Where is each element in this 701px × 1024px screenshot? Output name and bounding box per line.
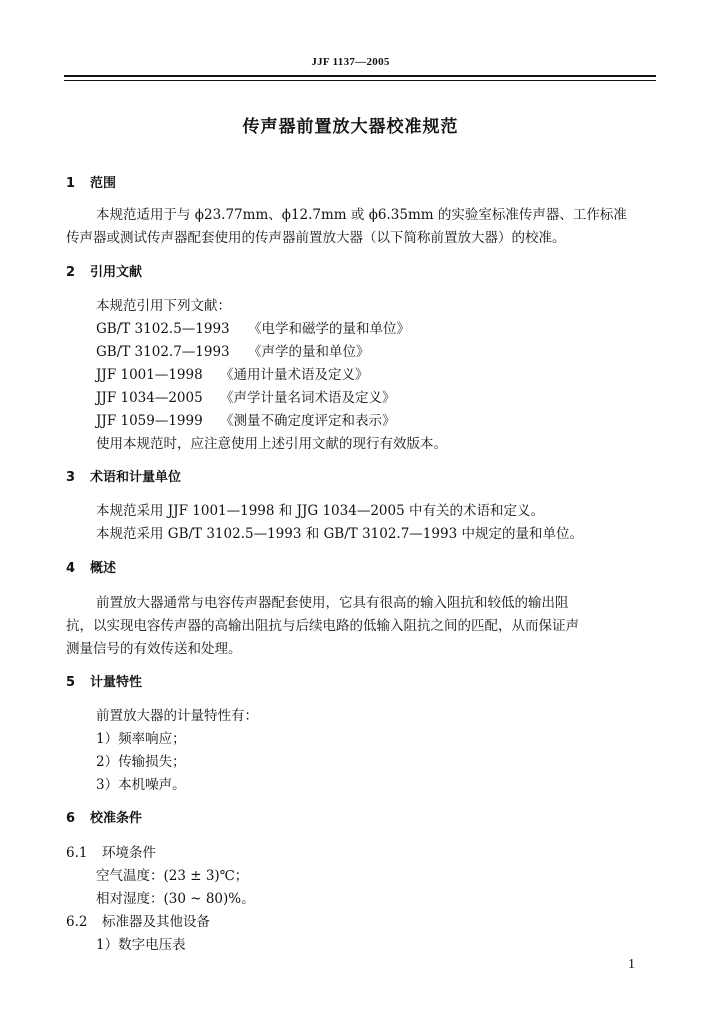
- section-4-text-line-1: 前置放大器通常与电容传声器配套使用，它具有很高的输入阻抗和较低的输出阻: [96, 595, 569, 611]
- reference-standard: JJF 1059—1999: [96, 413, 203, 429]
- reference-name: 《测量不确定度评定和表示》: [220, 413, 396, 429]
- reference-standard: GB/T 3102.7—1993: [96, 344, 230, 360]
- section-4-text-line-2: 抗，以实现电容传声器的高输出阻抗与后续电路的低输入阻抗之间的匹配，从而保证声: [66, 618, 579, 634]
- equipment-item: 1）数字电压表: [96, 937, 186, 953]
- section-2-heading: [66, 264, 142, 282]
- header-rule-thick: [64, 75, 656, 77]
- reference-item: [96, 343, 370, 361]
- section-4-text-line-3: 测量信号的有效传送和处理。: [66, 641, 242, 657]
- air-temperature: 空气温度：(23 ± 3)℃；: [96, 868, 249, 884]
- list-item: 1）频率响应；: [96, 731, 186, 747]
- section-5-heading: [66, 674, 142, 692]
- page-number: 1: [628, 957, 635, 972]
- section-number: 3: [66, 470, 76, 485]
- reference-standard: JJF 1034—2005: [96, 390, 203, 406]
- section-title: 概述: [90, 561, 117, 576]
- subsection-6-1-heading: [66, 844, 156, 862]
- section-2-intro: 本规范引用下列文献：: [96, 298, 231, 314]
- reference-name: 《声学的量和单位》: [248, 344, 370, 360]
- subsection-number: 6.2: [66, 914, 88, 930]
- section-1-heading: [66, 175, 116, 193]
- section-number: 5: [66, 675, 76, 690]
- section-title: 范围: [90, 176, 117, 191]
- section-2-note: 使用本规范时，应注意使用上述引用文献的现行有效版本。: [96, 436, 447, 452]
- subsection-title: 环境条件: [102, 845, 156, 861]
- section-1-text-line-1: 本规范适用于与 ϕ23.77mm、ϕ12.7mm 或 ϕ6.35mm 的实验室标准传声器、工作标准: [96, 207, 627, 223]
- reference-name: 《声学计量名词术语及定义》: [220, 390, 396, 406]
- header-rule-thin: [64, 80, 656, 81]
- reference-name: 《电学和磁学的量和单位》: [248, 321, 410, 337]
- section-3-heading: [66, 469, 181, 487]
- section-number: 6: [66, 811, 76, 826]
- list-item: 2）传输损失；: [96, 754, 186, 770]
- subsection-number: 6.1: [66, 845, 88, 861]
- reference-name: 《通用计量术语及定义》: [220, 367, 369, 383]
- reference-standard: GB/T 3102.5—1993: [96, 321, 230, 337]
- document-title: 传声器前置放大器校准规范: [242, 117, 459, 137]
- reference-item: [96, 320, 410, 338]
- section-title: 引用文献: [90, 265, 143, 280]
- section-number: 1: [66, 176, 76, 191]
- section-3-text-line-1: 本规范采用 JJF 1001—1998 和 JJG 1034—2005 中有关的术语和定义。: [96, 503, 544, 519]
- section-number: 4: [66, 561, 76, 576]
- section-1-text-line-2: 传声器或测试传声器配套使用的传声器前置放大器（以下简称前置放大器）的校准。: [66, 230, 566, 246]
- section-title: 校准条件: [90, 811, 143, 826]
- section-6-heading: [66, 810, 142, 828]
- subsection-title: 标准器及其他设备: [102, 914, 210, 930]
- reference-standard: JJF 1001—1998: [96, 367, 203, 383]
- section-title: 术语和计量单位: [90, 470, 182, 485]
- subsection-6-2-heading: [66, 913, 210, 931]
- section-5-intro: 前置放大器的计量特性有：: [96, 708, 258, 724]
- section-4-heading: [66, 560, 116, 578]
- relative-humidity: 相对湿度：(30 ~ 80)%。: [96, 891, 255, 907]
- section-title: 计量特性: [90, 675, 143, 690]
- reference-item: [96, 389, 396, 407]
- page-header-code: JJF 1137—2005: [311, 56, 390, 68]
- reference-item: [96, 366, 369, 384]
- section-3-text-line-2: 本规范采用 GB/T 3102.5—1993 和 GB/T 3102.7—1993 中规定的量和单位。: [96, 526, 583, 542]
- section-number: 2: [66, 265, 76, 280]
- list-item: 3）本机噪声。: [96, 777, 186, 793]
- reference-item: [96, 412, 396, 430]
